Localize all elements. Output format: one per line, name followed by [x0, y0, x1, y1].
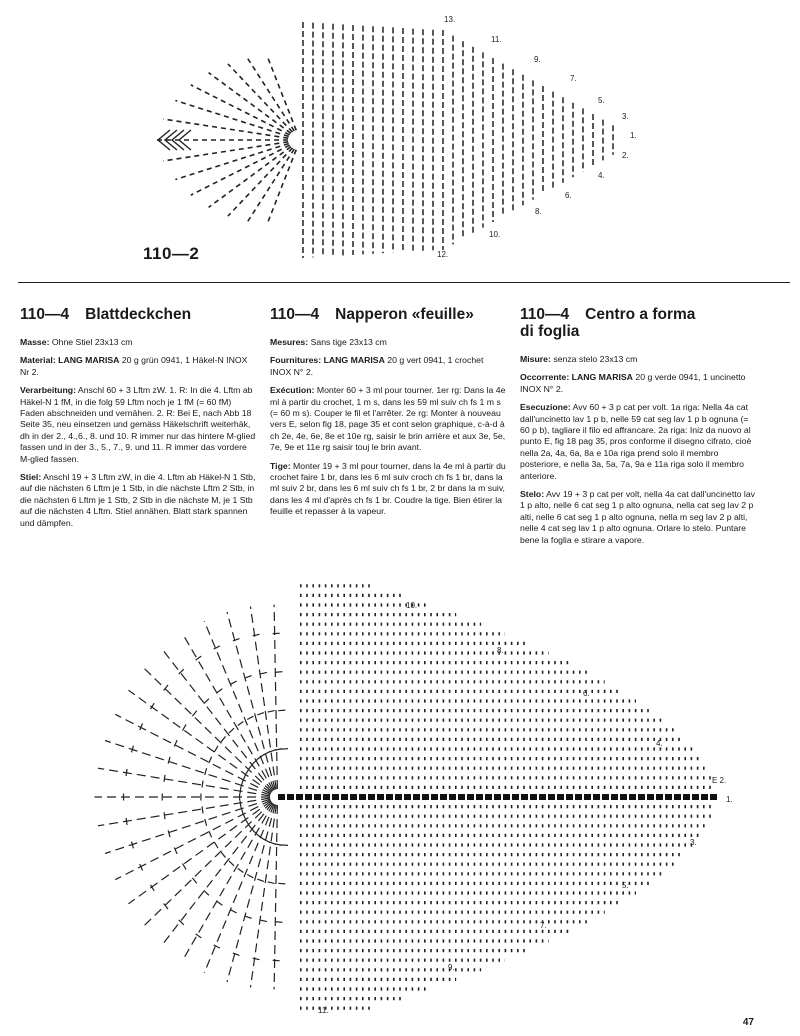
stitch-crossbar: [229, 861, 234, 866]
row-number-label: 7.: [540, 921, 547, 930]
stitch-crossbar: [168, 757, 170, 764]
stitch-crossbar: [275, 749, 282, 750]
stitch-crossbar: [204, 890, 209, 895]
stitch-crossbar: [278, 710, 285, 711]
stitch-crossbar: [260, 672, 267, 673]
stitch-crossbar: [182, 863, 186, 869]
stitch-crossbar: [240, 786, 241, 793]
stitch-crossbar: [168, 830, 170, 837]
stitch-crossbar: [268, 711, 275, 712]
stitch-crossbar: [209, 831, 212, 837]
stitch-crossbar: [260, 920, 267, 921]
stitch-crossbar: [247, 716, 253, 719]
stitch-spoke: [98, 768, 270, 796]
stitch-crossbar: [192, 878, 196, 883]
pattern-code: 110—4: [270, 306, 320, 323]
stitch-crossbar: [217, 901, 223, 905]
stitch-crossbar: [164, 775, 165, 782]
row-number-label: 13.: [444, 15, 456, 24]
stitch-crossbar: [273, 633, 280, 634]
row-number-label: 4.: [656, 739, 663, 748]
pattern-title: Centro a forma di foglia: [520, 306, 696, 340]
paragraph: Stiel: Anschl 19 + 3 Lftm zW, in die 4. Lftm ab Häkel-N 1 Stb, auf die nächsten 6 Lftm je 1 Stb, in die nächste Lftm 2 Stb, in die nächsten 6 Lftm je 1 Stb, 2 Stb in die nächste M, je 1 Stb auf die nächsten 4 Lftm. Stiel annähen. Blatt stark spannen und dämpfen.: [20, 472, 256, 528]
row-number-label: 9.: [448, 963, 455, 972]
stitch-crossbar: [247, 875, 253, 878]
stitch-crossbar: [281, 749, 288, 750]
row-number-label: 5.: [622, 881, 629, 890]
paragraph: Occorrente: LANG MARISA 20 g verde 0941, 1 uncinetto INOX N° 2.: [520, 372, 746, 394]
stitch-crossbar: [253, 958, 260, 959]
stitch-crossbar: [240, 801, 241, 808]
paragraph: Verarbeitung: Anschl 60 + 3 Lftm zW. 1. R: In die 4. Lftm ab Häkel-N 1 fM, in die folg 59 Lftm noch je 1 fM (= 60 fM) Faden abschneiden und vernähen. 2. R: Bei E, nach Abb 18 Seite 35, neu einsetzen und gemäss Häkelschrift weiterhäk, dh in der 2., 4.,6., 8. und 10. R immer nur das hintere M-glied fassen und in der 3., 5., 7., 9. und 11. R immer das vordere M-glied fassen.: [20, 385, 256, 464]
stitch-crossbar: [229, 728, 234, 733]
row-number-label: 11.: [491, 35, 502, 44]
stitch-crossbar: [202, 781, 203, 788]
small-chart-label: 110—2: [143, 244, 200, 263]
row-number-label: 7.: [570, 74, 577, 83]
row-number-label: E 2.: [712, 776, 727, 785]
stitch-crossbar: [230, 681, 236, 684]
stitch-crossbar: [238, 721, 244, 725]
stitch-crossbar: [268, 882, 275, 883]
row-number-label: 3.: [622, 112, 629, 121]
stitch-crossbar: [192, 711, 196, 716]
page-number: 47: [742, 1017, 754, 1028]
stitch-spoke: [144, 802, 272, 926]
stitch-crossbar: [217, 689, 223, 693]
stitch-spoke: [274, 605, 277, 789]
stitch-crossbar: [269, 750, 276, 752]
stitch-crossbar: [257, 713, 264, 715]
paragraph: Tige: Monter 19 + 3 ml pour tourner, dans la 4e ml à partir du crochet faire 1 br, dans les 6 ml suiv croch ch fs 1 br, dans la ml suiv 2 br, dans les 6 ml suiv ch fs 1 br, 2 br dans la m suiv, dans les 4 ml d'après ch fs 1 br. Coudre la tige. Bien étirer la feuille et repasser à la vapeur.: [270, 460, 506, 517]
paragraph: Masse: Ohne Stiel 23x13 cm: [20, 337, 133, 347]
stitch-crossbar: [214, 746, 218, 752]
stitch-crossbar: [182, 725, 186, 731]
row-number-label: 9.: [534, 55, 541, 64]
paragraph: Stelo: Avv 19 + 3 p cat per volt, nella 4a cat dall'uncinetto lav 1 p alto, nelle 6 cat seg 1 p alto ognuna, nella cat seg lav 2 p alti, nelle 6 cat seg 1 p alto ognuna, nella m seg lav 2 p alti, nelle 4 cat seg lav 1 p alto ognuna. Orlare lo stelo. Puntare bene la foglia e stirare a vapore.: [520, 489, 755, 545]
stitch-crossbar: [205, 819, 207, 826]
stitch-crossbar: [202, 806, 203, 813]
stitch-crossbar: [269, 842, 276, 844]
stitch-crossbar: [214, 842, 218, 848]
paragraph: Fournitures: LANG MARISA 20 g vert 0941, 1 crochet INOX N° 2.: [270, 355, 484, 377]
stitch-spoke: [105, 799, 270, 853]
stitch-crossbar: [205, 768, 207, 775]
stitch-spoke: [144, 668, 272, 792]
stitch-crossbar: [230, 910, 236, 913]
row-number-label: 3.: [690, 838, 697, 847]
stitch-spoke: [128, 801, 271, 904]
pattern-title: Napperon «feuille»: [335, 306, 474, 323]
stitch-crossbar: [273, 960, 280, 961]
row-number-label: 6.: [565, 191, 572, 200]
pattern-title: Blattdeckchen: [85, 306, 192, 323]
paragraph: Misure: senza stelo 23x13 cm: [520, 354, 638, 364]
stitch-crossbar: [245, 676, 252, 678]
row-number-label: 1.: [726, 795, 733, 804]
pattern-code: 110—4: [20, 306, 70, 323]
stitch-crossbar: [264, 751, 270, 754]
row-number-label: 10.: [489, 230, 501, 239]
stitch-spoke: [274, 805, 277, 989]
stitch-crossbar: [221, 736, 225, 741]
stitch-crossbar: [179, 669, 184, 674]
paragraph: Esecuzione: Avv 60 + 3 p cat per volt. 1a riga: Nella 4a cat dall'uncinetto lav 1 p b, nelle 59 cat seg lav 1 p b ognuna (= 60 p b), tagliare il filo ed affrancare. 2a riga: Iniz da nuovo al punto E, fig 18 pag 35, pros conforme il disegno cifrato, cioè nella 2a, 4a, 6a, 8a e 10a riga prend solo il membro posteriore, e nella 3a, 5a, 7a, 9a e 11a riga solo il membro anteriore.: [520, 402, 752, 481]
stitch-spoke: [115, 800, 270, 879]
paragraph: Mesures: Sans tige 23x13 cm: [270, 337, 387, 347]
row-number-label: 8.: [497, 646, 504, 655]
stitch-crossbar: [245, 916, 252, 918]
stitch-crossbar: [275, 844, 282, 845]
stitch-spoke: [98, 798, 270, 826]
stitch-crossbar: [278, 883, 285, 884]
row-number-label: 11.: [318, 1006, 329, 1015]
stitch-crossbar: [204, 699, 209, 704]
row-number-label: 4.: [598, 171, 605, 180]
row-number-label: 5.: [598, 96, 605, 105]
stitch-crossbar: [164, 812, 165, 819]
stitch-crossbar: [221, 852, 225, 857]
stitch-spoke: [115, 714, 270, 793]
stitch-crossbar: [179, 920, 184, 925]
row-number-label: 1.: [630, 131, 637, 140]
stitch-crossbar: [257, 879, 264, 881]
stitch-spoke: [128, 690, 271, 793]
stitch-crossbar: [238, 868, 244, 872]
row-number-label: 12.: [437, 250, 449, 259]
stitch-crossbar: [126, 818, 127, 825]
stitch-crossbar: [264, 839, 270, 842]
pattern-code: 110—4: [520, 306, 570, 323]
row-number-label: 6.: [583, 689, 590, 698]
row-number-label: 10.: [406, 601, 418, 610]
stitch-spoke: [105, 741, 270, 795]
stitch-crossbar: [209, 757, 212, 763]
paragraph: Material: LANG MARISA 20 g grün 0941, 1 Häkel-N INOX Nr 2.: [20, 355, 248, 377]
stitch-crossbar: [275, 672, 282, 673]
stitch-crossbar: [253, 634, 260, 635]
row-number-label: 2.: [622, 151, 629, 160]
stitch-crossbar: [275, 922, 282, 923]
paragraph: Exécution: Monter 60 + 3 ml pour tourner. 1er rg: Dans la 4e ml à partir du crochet, 1 m s, dans les 59 ml suiv ch fs 1 m s (= 60 m s). Couper le fil et l'arrêter. 2e rg: Monter à nouveau vers E, selon fig 18, page 35 et cont selon graphique, c-à-d à ch 2e, 4e, 6e, 8e et 10e rg, saisir le brin arrière et aux 3e, 5e, 7e, 9e et 11e rg saisir touj le brin avant.: [270, 385, 506, 453]
stitch-crossbar: [126, 769, 127, 776]
row-number-label: 8.: [535, 207, 542, 216]
